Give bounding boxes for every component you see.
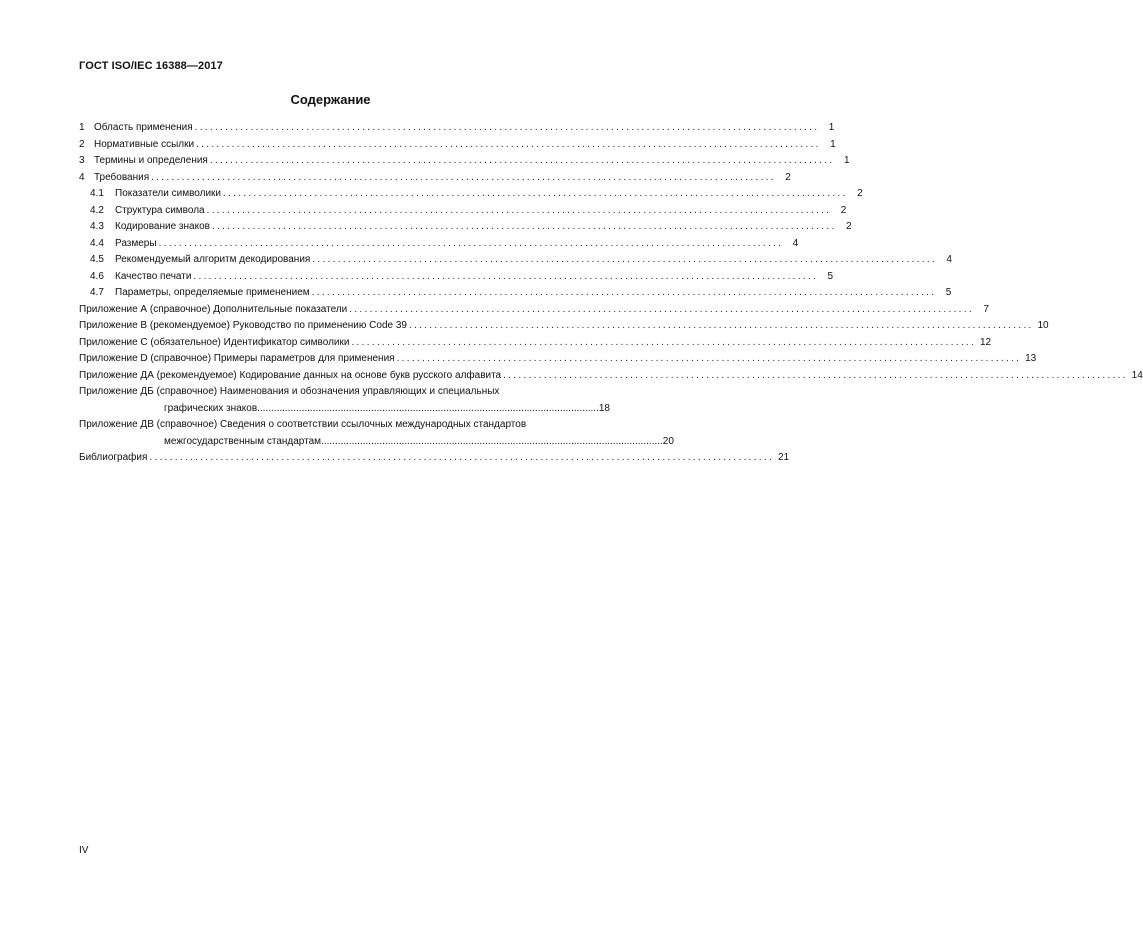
- toc-entry-page: 4: [792, 237, 799, 249]
- dot-leader: ...........................................................................................................................: [396, 353, 1022, 364]
- toc-entry-title: Приложение А (справочное) Дополнительные показатели: [79, 303, 348, 315]
- toc-entry-page: 2: [846, 221, 852, 232]
- dot-leader: ...........................................................................................................................: [351, 336, 977, 348]
- toc-entry-page: 5: [945, 287, 952, 298]
- toc-entry-title: Кодирование знаков: [115, 221, 210, 232]
- toc-appendix-entry[interactable]: [79, 417, 674, 450]
- dot-leader: ...........................................................................................................................: [211, 221, 837, 232]
- toc-entry-number: 4.3: [90, 221, 104, 232]
- toc-subentry[interactable]: [79, 203, 847, 220]
- toc-subentry[interactable]: [79, 219, 852, 236]
- toc-subentry[interactable]: [79, 285, 952, 302]
- toc-entry[interactable]: [79, 153, 850, 170]
- table-of-contents: [79, 120, 1143, 467]
- toc-entry-page: 2: [840, 204, 847, 216]
- toc-entry-title-line1: Приложение ДВ (справочное) Сведения о соответствии ссылочных международных стандартов: [79, 419, 527, 430]
- dot-leader: ...........................................................................................................................: [193, 270, 819, 282]
- dot-leader: ...........................................................................................................................: [311, 287, 937, 298]
- toc-entry[interactable]: [79, 120, 835, 137]
- toc-entry-title: Параметры, определяемые применением: [115, 287, 310, 298]
- toc-entry-page: 1: [828, 122, 835, 133]
- toc-entry-page: 20: [662, 435, 674, 447]
- toc-appendix-entry[interactable]: [79, 351, 1037, 368]
- dot-leader: ...........................................................................................................................: [206, 204, 832, 216]
- toc-entry-page: 18: [598, 402, 610, 414]
- toc-entry-title: Размеры: [115, 237, 157, 249]
- dot-leader: ...........................................................................................................................: [158, 237, 784, 249]
- toc-entry-number: 4.5: [90, 254, 104, 265]
- toc-entry-title-line2: графических знаков: [164, 402, 258, 414]
- toc-entry-number: 4.1: [90, 188, 104, 199]
- toc-entry-title: Библиография: [79, 452, 148, 463]
- toc-subentry[interactable]: [79, 186, 863, 203]
- toc-entry-title: Приложение D (справочное) Примеры параметров для применения: [79, 353, 395, 364]
- page-number: IV: [79, 845, 89, 856]
- toc-entry-title: Приложение В (рекомендуемое) Руководство по применению Code 39: [79, 320, 407, 331]
- toc-subentry[interactable]: [79, 252, 952, 269]
- dot-leader: ...........................................................................................................................: [408, 320, 1034, 331]
- dot-leader: ...........................................................................................................................: [196, 138, 821, 150]
- dot-leader: ...........................................................................................................................: [503, 369, 1128, 381]
- toc-entry-page: 13: [1025, 353, 1037, 364]
- toc-entry-number: 4.7: [90, 287, 104, 298]
- toc-entry-number: 1: [79, 122, 85, 133]
- toc-entry-title: Приложение ДА (рекомендуемое) Кодирование данных на основе букв русского алфавита: [79, 369, 502, 381]
- dot-leader: ...........................................................................................................................: [194, 122, 820, 133]
- toc-subentry[interactable]: [79, 236, 799, 253]
- toc-entry-title: Область применения: [94, 122, 193, 133]
- toc-appendix-entry[interactable]: [79, 384, 614, 417]
- toc-entry-title: Структура символа: [115, 204, 205, 216]
- toc-bibliography-entry[interactable]: [79, 450, 790, 467]
- toc-entry-title: Термины и определения: [94, 155, 208, 166]
- dot-leader: ...........................................................................................................................: [151, 171, 776, 183]
- toc-appendix-entry[interactable]: [79, 318, 1049, 335]
- toc-entry-title: Качество печати: [115, 270, 192, 282]
- document-code-header: ГОСТ ISO/IEC 16388—2017: [79, 60, 223, 72]
- toc-entry-page: 12: [979, 336, 992, 348]
- toc-entry[interactable]: [79, 170, 791, 187]
- toc-subentry[interactable]: [79, 269, 834, 286]
- toc-entry[interactable]: [79, 137, 836, 154]
- toc-appendix-entry[interactable]: [79, 302, 989, 319]
- dot-leader: ...........................................................................................................................: [209, 155, 835, 166]
- toc-entry-page: 5: [827, 270, 834, 282]
- toc-entry-title: Требования: [94, 171, 150, 183]
- toc-entry-title-line1: Приложение ДБ (справочное) Наименования и обозначения управляющих и специальных: [79, 386, 500, 397]
- toc-entry-number: 4: [79, 171, 85, 183]
- toc-entry-page: 7: [983, 303, 989, 315]
- dot-leader: ...........................................................................................................................: [149, 452, 775, 463]
- toc-entry-page: 2: [857, 188, 863, 199]
- toc-heading: Содержание: [290, 92, 371, 107]
- toc-entry-number: 3: [79, 155, 85, 166]
- toc-entry-title-line2: межгосударственным стандартам: [164, 435, 322, 447]
- toc-entry-page: 10: [1037, 320, 1049, 331]
- toc-entry-title: Приложение С (обязательное) Идентификатор символики: [79, 336, 350, 348]
- toc-entry-number: 2: [79, 138, 85, 150]
- toc-entry-number: 4.6: [90, 270, 104, 282]
- toc-entry-page: 4: [946, 254, 952, 265]
- toc-entry-title: Нормативные ссылки: [94, 138, 195, 150]
- dot-leader: ...........................................................................................................................: [312, 254, 937, 265]
- toc-entry-number: 4.2: [90, 204, 104, 216]
- toc-entry-page: 1: [830, 138, 836, 150]
- toc-entry-title: Рекомендуемый алгоритм декодирования: [115, 254, 311, 265]
- toc-entry-page: 14: [1131, 369, 1143, 381]
- toc-entry-number: 4.4: [90, 237, 104, 249]
- dot-leader: ...........................................................................................................................: [321, 435, 663, 447]
- dot-leader: ...........................................................................................................................: [257, 402, 599, 414]
- dot-leader: ...........................................................................................................................: [349, 303, 974, 315]
- toc-entry-title: Показатели символики: [115, 188, 222, 199]
- toc-entry-page: 21: [777, 452, 790, 463]
- toc-entry-page: 2: [785, 171, 791, 183]
- toc-appendix-entry[interactable]: [79, 368, 1143, 385]
- dot-leader: ...........................................................................................................................: [223, 188, 848, 199]
- toc-entry-page: 1: [843, 155, 850, 166]
- toc-appendix-entry[interactable]: [79, 335, 992, 352]
